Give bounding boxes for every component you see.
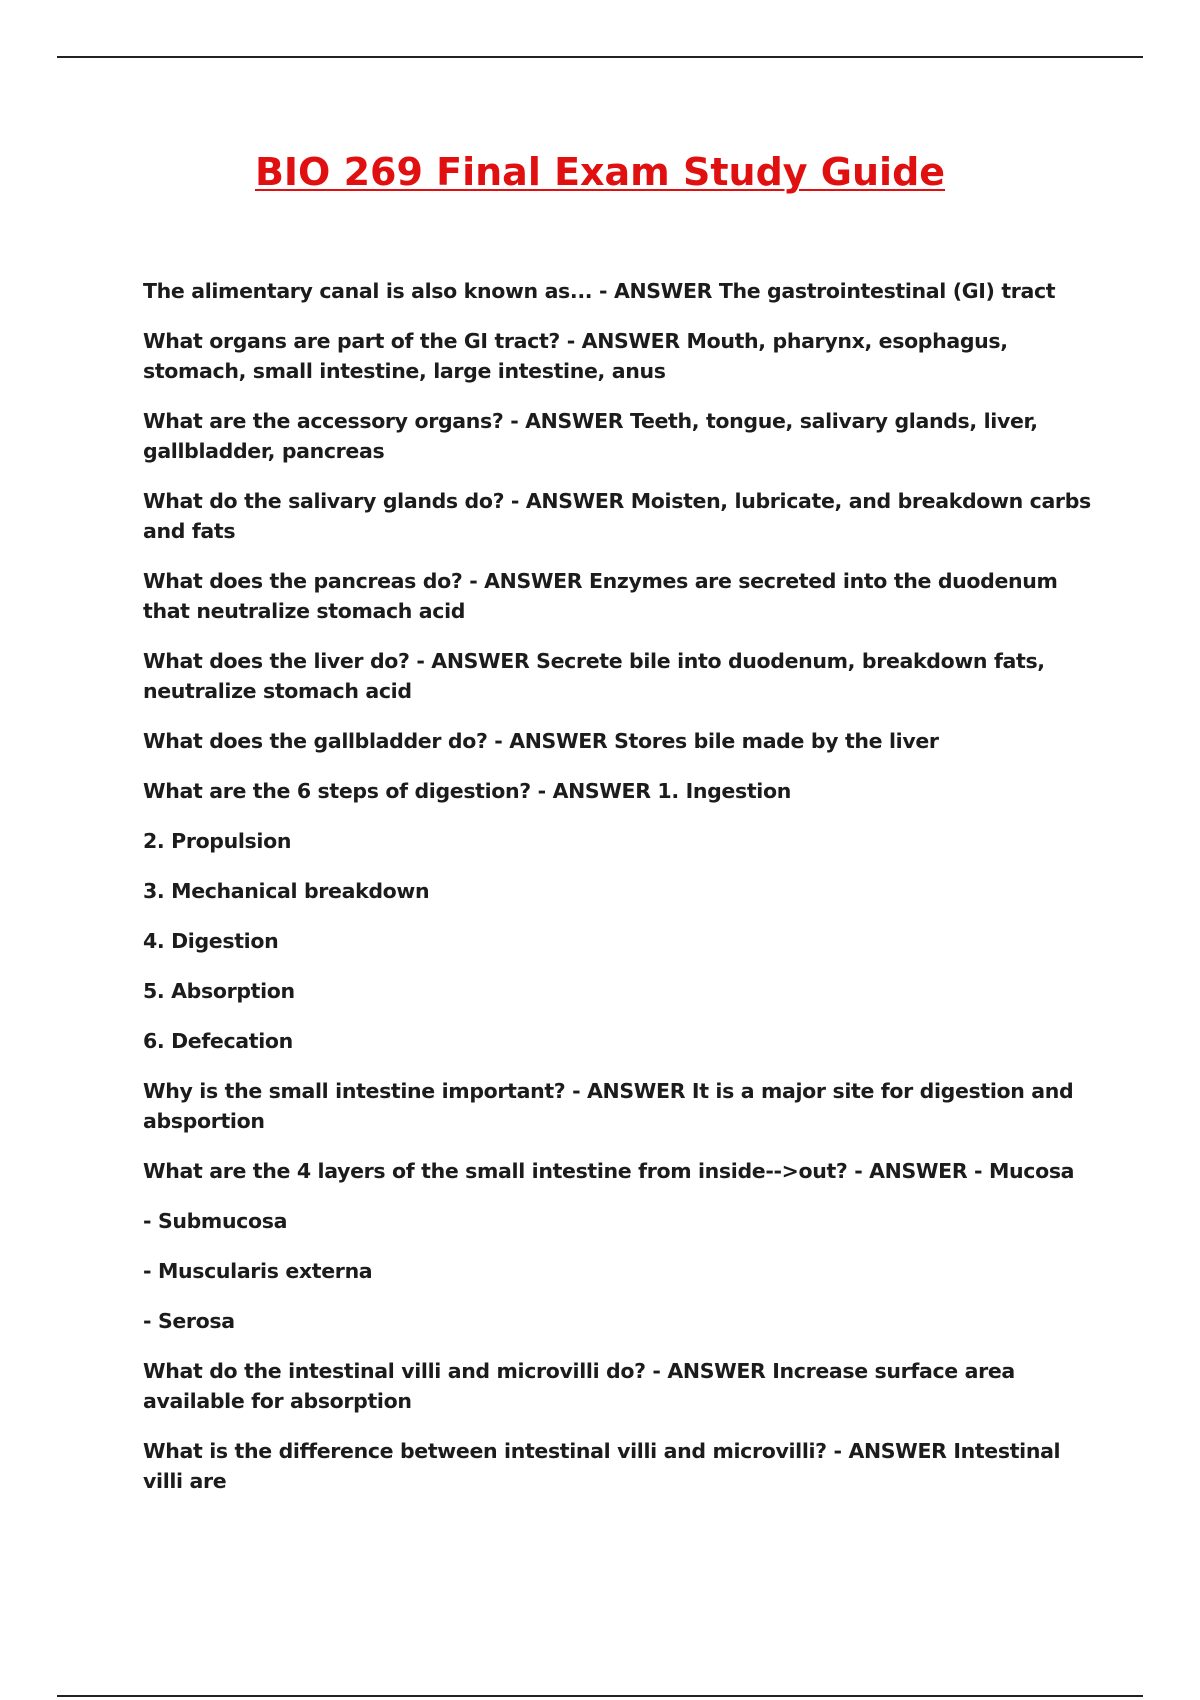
qa-line: The alimentary canal is also known as... - ANSWER The gastrointestinal (GI) tract bbox=[143, 279, 1056, 303]
digestion-step: 6. Defecation bbox=[143, 1029, 293, 1053]
qa-line: What organs are part of the GI tract? - ANSWER Mouth, pharynx, esophagus, stomach, small intestine, large intestine, anus bbox=[143, 329, 1008, 383]
qa-line: What does the gallbladder do? - ANSWER Stores bile made by the liver bbox=[143, 729, 939, 753]
qa-line: What is the difference between intestinal villi and microvilli? - ANSWER Intestinal villi are bbox=[143, 1439, 1061, 1493]
bottom-rule bbox=[57, 1695, 1143, 1697]
intestine-layer: - Muscularis externa bbox=[143, 1259, 373, 1283]
qa-line: What do the intestinal villi and microvilli do? - ANSWER Increase surface area available for absorption bbox=[143, 1359, 1015, 1413]
intestine-layer: - Serosa bbox=[143, 1309, 235, 1333]
digestion-step: 3. Mechanical breakdown bbox=[143, 879, 430, 903]
qa-line: What are the 6 steps of digestion? - ANSWER 1. Ingestion bbox=[143, 779, 791, 803]
study-guide-content bbox=[143, 276, 1103, 1516]
page-title: BIO 269 Final Exam Study Guide bbox=[254, 150, 946, 194]
intestine-layer: - Submucosa bbox=[143, 1209, 288, 1233]
digestion-step: 5. Absorption bbox=[143, 979, 295, 1003]
digestion-step: 2. Propulsion bbox=[143, 829, 292, 853]
qa-line: What are the accessory organs? - ANSWER Teeth, tongue, salivary glands, liver, gallbladder, pancreas bbox=[143, 409, 1038, 463]
top-rule bbox=[57, 56, 1143, 58]
qa-line: What does the pancreas do? - ANSWER Enzymes are secreted into the duodenum that neutralize stomach acid bbox=[143, 569, 1058, 623]
qa-line: Why is the small intestine important? - ANSWER It is a major site for digestion and absportion bbox=[143, 1079, 1074, 1133]
qa-line: What does the liver do? - ANSWER Secrete bile into duodenum, breakdown fats, neutralize stomach acid bbox=[143, 649, 1045, 703]
digestion-step: 4. Digestion bbox=[143, 929, 279, 953]
qa-line: What do the salivary glands do? - ANSWER Moisten, lubricate, and breakdown carbs and fats bbox=[143, 489, 1091, 543]
qa-line: What are the 4 layers of the small intestine from inside-->out? - ANSWER - Mucosa bbox=[143, 1159, 1075, 1183]
